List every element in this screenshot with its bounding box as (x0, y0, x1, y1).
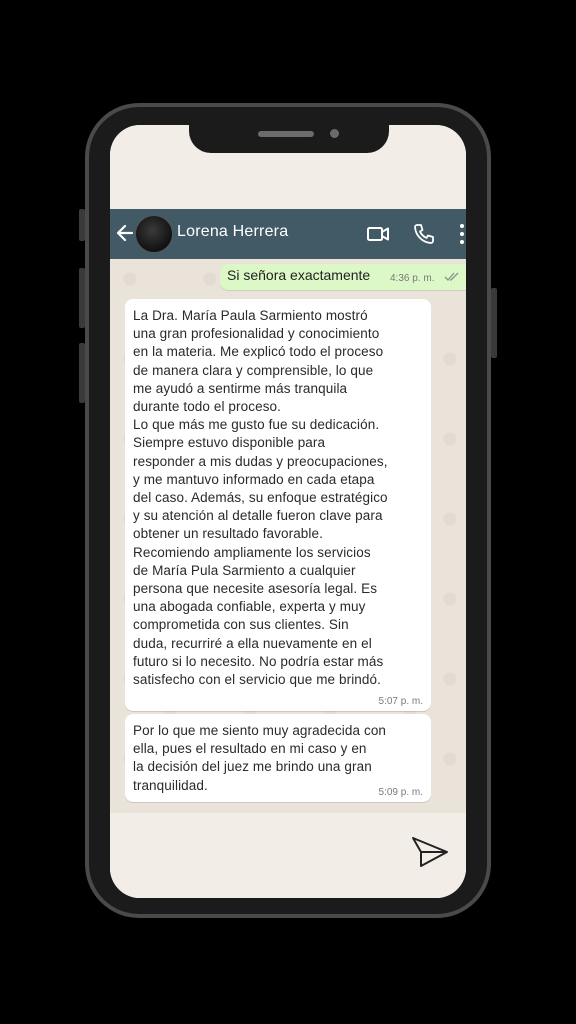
message-text: Si señora exactamente (227, 267, 371, 283)
message-text: La Dra. María Paula Sarmiento mostró una gran profesionalidad y conocimiento en la materia. Me explicó todo el proceso de manera clara y comprensible, lo que me ayudó a sentirme más tranquila durante todo el proceso. Lo que más me gusto fue su dedicación. Siempre estuvo disponible para responder a mis dudas y preocupaciones, y me mantuvo informado en cada etapa del caso. Además, su enfoque estratégico y su atención al detalle fueron clave para obtener un resultado favorable. Recomiendo ampliamente los servicios de María Pula Sarmiento a cualquier persona que necesite asesoría legal. Es una abogada confiable, experta y muy comprometida con sus clientes. Sin duda, recurriré a ella nuevamente en el futuro si lo necesito. No podría estar más satisfecho con el servicio que me brindó. (133, 308, 388, 688)
phone-notch (189, 123, 389, 153)
phone-side-button-left-bottom (79, 343, 85, 403)
composer-bar (110, 813, 466, 898)
message-time: 4:36 p. m. (390, 273, 435, 284)
video-call-icon[interactable] (366, 223, 390, 245)
phone-side-button-left-top (79, 209, 85, 241)
contact-avatar[interactable] (135, 215, 173, 253)
message-time: 5:07 p. m. (378, 696, 423, 707)
phone-camera (330, 129, 339, 138)
outgoing-message[interactable] (220, 264, 466, 290)
phone-side-button-left-mid (79, 268, 85, 328)
double-check-icon (444, 272, 460, 282)
phone-speaker (258, 131, 314, 137)
message-time: 5:09 p. m. (378, 787, 423, 798)
incoming-message[interactable] (125, 714, 431, 802)
message-text: Por lo que me siento muy agradecida con ella, pues el resultado en mi caso y en la decisión del juez me brindo una gran tranquilidad. (133, 723, 387, 793)
more-options-icon[interactable] (458, 223, 466, 245)
chat-header (110, 209, 466, 259)
incoming-message[interactable] (125, 299, 431, 711)
phone-side-button-right (491, 288, 497, 358)
contact-name[interactable]: Lorena Herrera (177, 223, 289, 240)
chat-area[interactable] (110, 259, 466, 898)
phone-call-icon[interactable] (412, 222, 436, 246)
back-arrow-icon[interactable] (114, 221, 136, 245)
send-icon[interactable] (410, 835, 450, 869)
phone-screen (110, 125, 466, 898)
